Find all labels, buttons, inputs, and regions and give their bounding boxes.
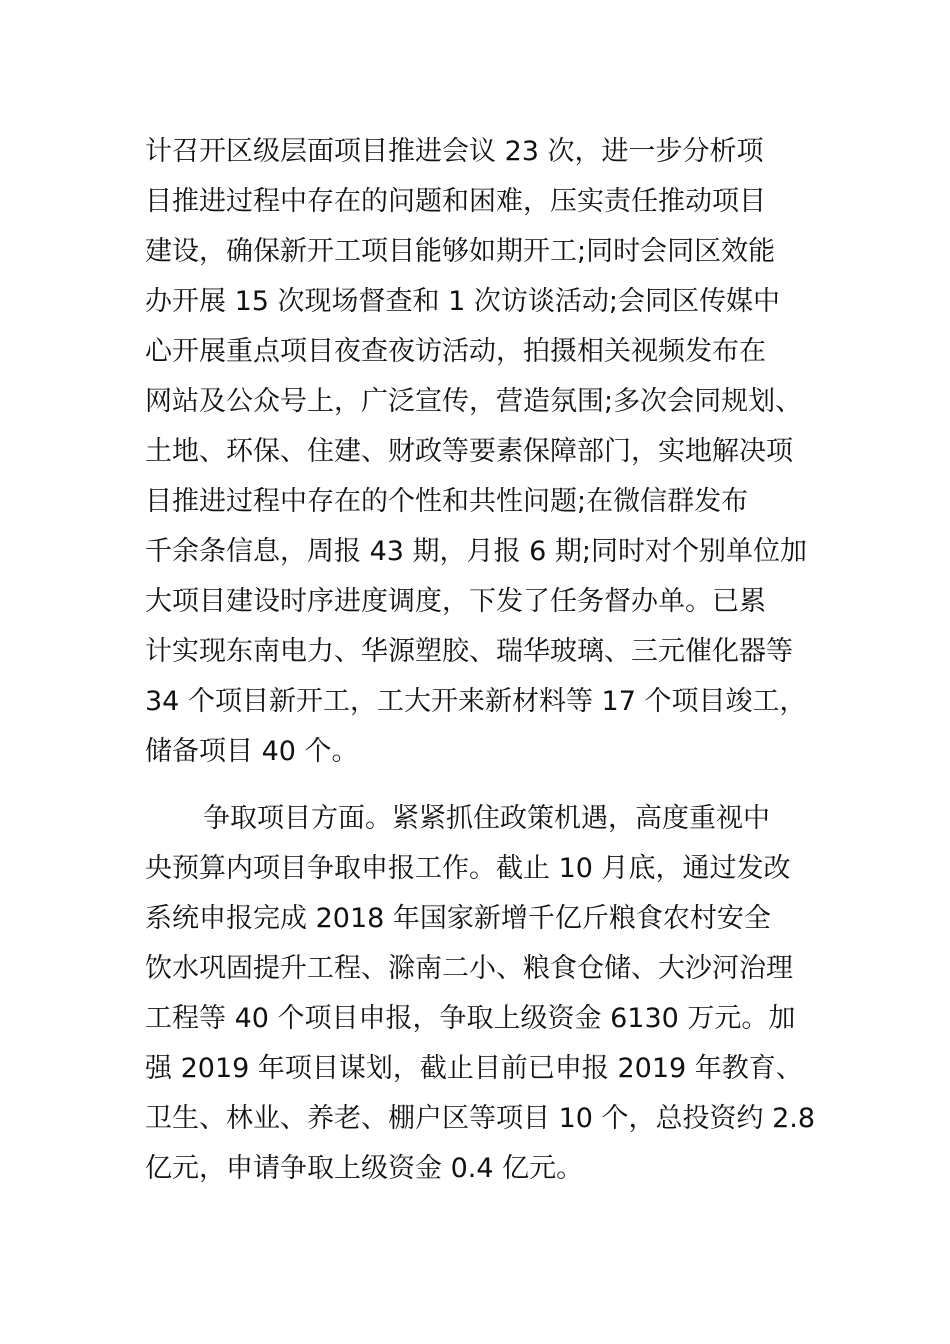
paragraph-line: 强 2019 年项目谋划，截止目前已申报 2019 年教育、 (145, 1053, 803, 1084)
paragraph-line: 饮水巩固提升工程、滁南二小、粮食仓储、大沙河治理 (145, 953, 793, 984)
paragraph-line: 建设，确保新开工项目能够如期开工;同时会同区效能 (145, 236, 776, 267)
paragraph-line: 目推进过程中存在的问题和困难，压实责任推动项目 (145, 186, 766, 217)
paragraph-line: 土地、环保、住建、财政等要素保障部门，实地解决项 (145, 436, 793, 467)
paragraph-line: 工程等 40 个项目申报，争取上级资金 6130 万元。加 (145, 1003, 796, 1034)
paragraph-line: 计实现东南电力、华源塑胶、瑞华玻璃、三元催化器等 (145, 636, 793, 667)
paragraph-line: 心开展重点项目夜查夜访活动，拍摄相关视频发布在 (145, 336, 766, 367)
paragraph-line: 卫生、林业、养老、棚户区等项目 10 个，总投资约 2.8 (145, 1103, 816, 1134)
paragraph-line: 系统申报完成 2018 年国家新增千亿斤粮食农村安全 (145, 903, 771, 934)
paragraph-line: 目推进过程中存在的个性和共性问题;在微信群发布 (145, 486, 749, 517)
paragraph-line: 计召开区级层面项目推进会议 23 次，进一步分析项 (145, 136, 764, 167)
paragraph-line: 34 个项目新开工，工大开来新材料等 17 个项目竣工， (145, 686, 807, 717)
paragraph-line: 千余条信息，周报 43 期，月报 6 期;同时对个别单位加 (145, 536, 807, 567)
paragraph-line: 网站及公众号上，广泛宣传，营造氛围;多次会同规划、 (145, 386, 803, 417)
paragraph-line: 大项目建设时序进度调度，下发了任务督办单。已累 (145, 586, 766, 617)
paragraph-line: 储备项目 40 个。 (145, 736, 359, 767)
paragraph-line: 亿元，申请争取上级资金 0.4 亿元。 (145, 1153, 584, 1184)
paragraph-line: 争取项目方面。紧紧抓住政策机遇，高度重视中 (203, 803, 770, 834)
paragraph-line: 办开展 15 次现场督查和 1 次访谈活动;会同区传媒中 (145, 286, 780, 317)
paragraph-line: 央预算内项目争取申报工作。截止 10 月底，通过发改 (145, 853, 791, 884)
